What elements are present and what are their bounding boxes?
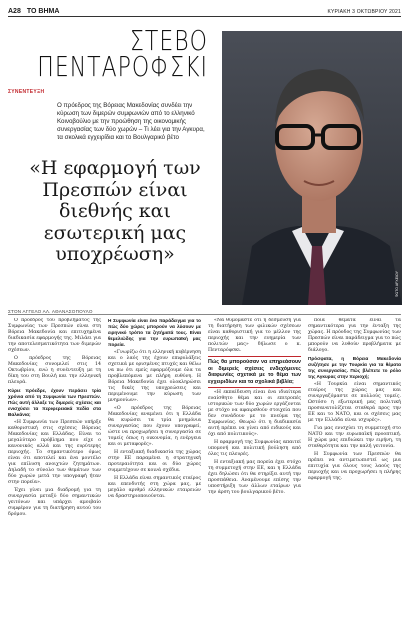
interview-question: Η Συμφωνία είναι ένα παράδειγμα για το πώς δύο χώρες μπορούν να λύσουν με ειρηνικό τρόπο τα ζητήματά τους. Είναι θεμελιώδης για την ευρωπαϊκή μας πορεία. [108,318,201,347]
paragraph: «Να θυμόμαστε ότι η δέσμευση για τη διατήρηση των φιλικών σχέσεων είναι καθοριστική για το μέλλον της περιοχής και την ευημερία των πολιτών μας» δήλωσε ο κ. Πενταρόφσκι. [208,318,301,353]
headline-quote: «Η εφαρμογή των Πρεσπών είναι διεθνής και εσωτερική μας υποχρέωση» [29,157,201,265]
paragraph: Η Συμφωνία των Πρεσπών θα πρέπει να αντιμετωπιστεί ως μια επιτυχία για όλους τους λαούς της περιοχής και να προχωρήσει η πλήρης εφαρμογή της. [308,452,401,481]
paragraph: Έχει γίνει μια διαδρομή για τη συνεργασία μεταξύ δύο σημαντικών γειτόνων και υπάρχει αμοιβαίο συμφέρον για τη διατήρηση αυτού του δρόμου. [8,488,101,517]
question-callout: Πώς θα μπορούσαν να επηρεάσουν οι διμερείς σχέσεις ενδεχόμενες διαφωνίες σχετικά με το θέμα των εγχειριδίων και τα σχολικά βιβλία; [208,356,301,388]
paragraph: «Η Συμφωνία των Πρεσπών υπήρξε καθοριστική στις σχέσεις Βόρειας Μακεδονίας και Ελλάδας. Είναι το μεγαλύτερο πρόβλημα που είχε ο κανονικός αλλά και της ευρύτερης περιοχής. Το σημαντικότερο όμως είναι ότι αποτελεί και ένα μοντέλο για επίλυση ανοιχτών ζητημάτων. Δηλαδή το σύνολο των θεμάτων των δύο χωρών μετά την υπογραφή ήταν στην πορεία». [8,420,101,485]
headline-last-name: ΠΕΝΤΑΡΟΦΣΚΙ [37,52,208,84]
paragraph: Η ενταξιακή μας πορεία έχει στόχο τη συμμετοχή στην ΕΕ, και η Ελλάδα έχει δηλώσει ότι θα στηρίξει αυτή την προσπάθεια. Αναμένουμε επίσης την υποστήριξη των άλλων εταίρων για την άρση του βουλγαρικού βέτο. [208,460,301,496]
paragraph: «Ο πρόεδρος της Βόρειας Μακεδονίας αναμένει ότι η Ελλάδα θα κυρώσει τα τρία μνημόνια συνεργασίας που έχουν υπογραφεί, ώστε να προχωρήσει η συνεργασία σε τομείς όπως η οικονομία, η ενέργεια και οι μεταφορές». [108,406,201,447]
byline: ΣΤΟΝ ΑΓΓΕΛΟ ΑΛ. ΑΘΑΝΑΣΟΠΟΥΛΟ [8,309,93,314]
section-rubric: ΣΥΝΕΝΤΕΥΞΗ [8,89,45,95]
paragraph: Η εφαρμογή της Συμφωνίας απαιτεί υπομονή και πολιτική βούληση από όλες τις πλευρές. [208,440,301,458]
paragraph: Ο πρόεδρος του προβλήματος της Συμφωνίας των Πρεσπών είναι στη Βόρεια Μακεδονία και επιτυχημένα διαδικασία εφαρμογής της. Μιλάει για την αποτελεσματικότητα των διμερών σχέσεων. [8,318,101,353]
headline-first-name: ΣΤΕΒΟ [130,26,208,58]
issue-date: ΚΥΡΙΑΚΗ 3 ΟΚΤΩΒΡΙΟΥ 2021 [327,8,401,15]
interview-question: Πρόσφατα, η Βόρεια Μακεδονία συζήτησε με την Τουρκία για τα θέματα της συνεργασίας. Πώς βλέπετε το ρόλο της Αγκυρας στην περιοχή; [308,356,401,379]
paragraph: «Η εκπαίδευση είναι ένα ιδιαίτερα ευαίσθητο θέμα και οι επιτροπές ιστορικών των δύο χωρών εργάζονται με στόχο να αφαιρεθούν στοιχεία που δεν συνάδουν με το πνεύμα της Συμφωνίας. Θεωρώ ότι η διαδικασία αυτή πρέπει να γίνει από ειδικούς και όχι από πολιτικούς». [208,390,301,438]
portrait-illustration [222,31,402,305]
article-column-1 [8,318,101,616]
divider [8,314,401,315]
paragraph: Η ενταξιακή διαδικασία της χώρας στην ΕΕ παραμένει η στρατηγική προτεραιότητα και οι δύο χώρες συμμετέχουν σε κοινά σχέδια. [108,450,201,473]
paragraph: Για μας ενισχύει τη συμμετοχή στο ΝΑΤΟ και την ευρωπαϊκή προοπτική. Η χώρα μας επιδιώκει την ειρήνη, τη σταθερότητα και την καλή γειτονία. [308,426,401,449]
article-column-4 [308,318,401,616]
photo-credit: ΦΩΤΟ ΑΡΧΕΙΟΥ [395,270,399,297]
paragraph: «Γνωρίζω ότι η ελληνική κυβέρνηση και ο λαός της έχουν επιφυλάξεις σχετικά με ορισμένες πτυχές και θέλω να πω ότι εμείς εφαρμόζουμε όλα τα προβλεπόμενα με πλήρη ευθύνη. Η Βόρεια Μακεδονία έχει ολοκληρώσει τις δικές της υποχρεώσεις και περιμένουμε την κύρωση των μνημονίων». [108,350,201,403]
newspaper-name: ΤΟ ΒΗΜΑ [26,8,60,15]
interview-question: Κύριε πρόεδρε, έχουν περάσει τρία χρόνια από τη Συμφωνία των Πρεσπών. Πώς αυτή άλλαξε τις διμερείς σχέσεις και ενισχύσει τα περιφερειακά πεδία στα Βαλκάνια; [8,388,101,417]
article-column-3 [208,318,301,616]
masthead [8,7,401,17]
page-number: A28 [8,8,21,15]
portrait-photo [222,31,402,305]
article-column-2 [108,318,201,616]
article-lede: Ο πρόεδρος της Βόρειας Μακεδονίας συνδέει την κύρωση των διμερών συμφωνιών από το ελληνικό Κοινοβούλιο με την προώθηση της οικονομικής συνεργασίας των δύο χωρών – Τι λέει για την Αγκυρα, τα σκολικά εγχειρίδια και το Βουλγαρικό βέτο [57,102,205,142]
paragraph: Ο πρόεδρος της Βόρειας Μακεδονίας συνομιλεί στις 14 Οκτωβρίου, ενώ η συνέντευξη με τη δίκη του στη Βουλή και την ελληνική πλευρά. [8,356,101,385]
paragraph: ποια θέματα είναι τα σημαντικότερα για την ένταξη της χώρας. Η πρόοδος της Συμφωνίας των Πρεσπών είναι παράδειγμα για το πώς μπορούν να λυθούν προβλήματα με διάλογο. [308,318,401,353]
paragraph: «Η Τουρκία είναι σημαντικός εταίρος της χώρας μας και συνεργαζόμαστε σε πολλούς τομείς. Ωστόσο η εξωτερική μας πολιτική προσανατολίζεται σταθερά προς την ΕΕ και το ΝΑΤΟ, και οι σχέσεις μας με την Ελλάδα είναι ισχυρές». [308,382,401,423]
paragraph: Η Ελλάδα είναι σημαντικός εταίρος και επενδυτής στη χώρα μας, με μεγάλο αριθμό ελληνικών εταιρειών να δραστηριοποιούνται. [108,476,201,499]
